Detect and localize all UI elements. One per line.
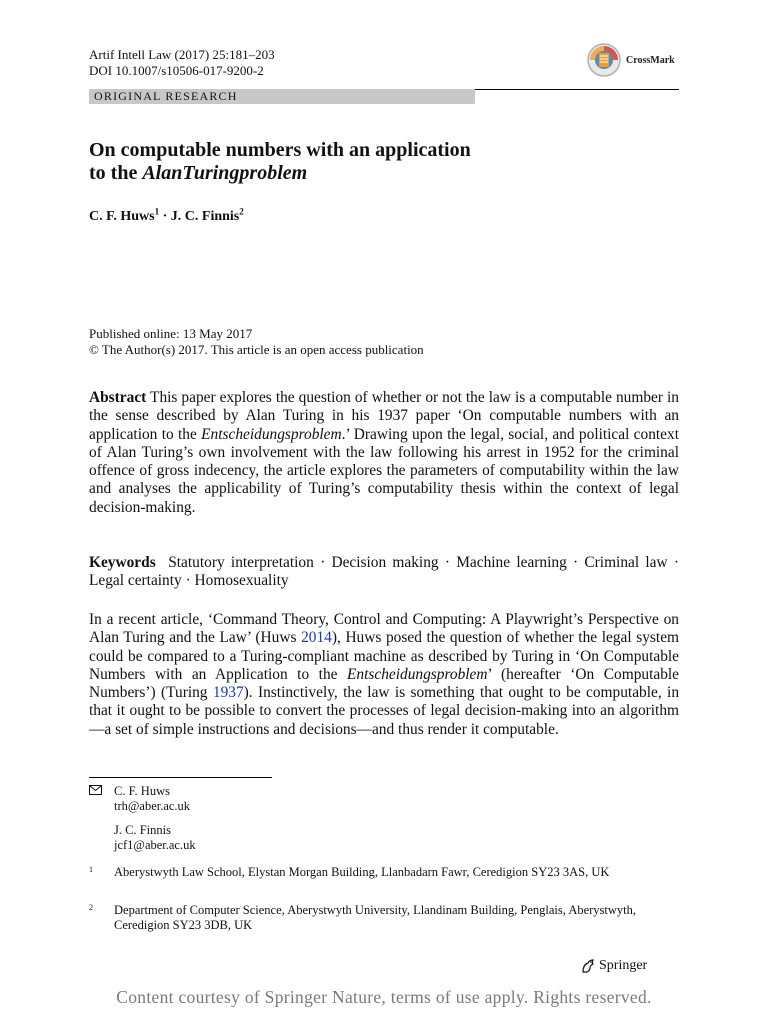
affiliation-2-number: 2 [89, 903, 93, 912]
keywords-text: Statutory interpretation · Decision making · Machine learning · Criminal law · Legal certainty · Homosexuality [89, 554, 683, 590]
citation-link-turing-1937[interactable]: 1937 [212, 684, 244, 702]
doi[interactable]: DOI 10.1007/s10506-017-9200-2 [89, 63, 264, 78]
springer-logo [580, 958, 647, 974]
citation-link-huws-2014[interactable]: 2014 [301, 629, 332, 647]
title-line-1: On computable numbers with an application [89, 139, 471, 161]
keywords-heading: Keywords [89, 554, 156, 571]
crossmark-icon [586, 42, 622, 78]
author-1[interactable]: C. F. Huws [89, 209, 155, 224]
body-text-a: In a recent article, ‘Command Theory, Control and Computing: A Playwright’s Perspective on Alan Turing and the Law’ (Huws [89, 611, 679, 647]
footnote-rule [89, 777, 272, 778]
copyright-notice: © The Author(s) 2017. This article is an open access publication [89, 342, 424, 357]
author-separator: · [159, 209, 171, 224]
springer-horse-icon [580, 958, 596, 974]
body-text-c: ’ (hereafter ‘On Computable Numbers’) (Turing [89, 665, 679, 702]
abstract-italic: Entscheidungsproblem [201, 425, 342, 443]
envelope-icon [89, 784, 103, 799]
title-line-2-prefix: to the [89, 162, 143, 184]
crossmark-badge[interactable] [586, 42, 675, 78]
title-line-2 [89, 162, 471, 185]
contact-1-email[interactable]: trh@aber.ac.uk [114, 799, 191, 813]
contact-2-name: J. C. Finnis [114, 823, 171, 837]
published-date: Published online: 13 May 2017 [89, 326, 253, 341]
author-2[interactable]: J. C. Finnis [170, 209, 240, 224]
contact-1-name: C. F. Huws [114, 784, 170, 798]
affiliation-2-text: Department of Computer Science, Aberystwyth University, Llandinam Building, Penglais, Aberystwyth, Ceredigion SY23 3DB, UK [114, 903, 637, 932]
affiliation-2 [89, 903, 664, 933]
springer-label: Springer [599, 958, 648, 973]
body-text-d: ). Instinctively, the law is something that ought to be computable, in that it ought to be possible to convert the processes of legal decision-making into an algorithm—a set of simple instructions and decisions—and thus render it computable. [89, 684, 680, 738]
keywords [89, 554, 683, 591]
body-italic: Entscheidungsproblem [347, 665, 488, 683]
contact-info [89, 784, 196, 853]
journal-meta [89, 47, 275, 79]
author-1-affiliation: 1 [154, 206, 160, 217]
abstract-text-a: This paper explores the question of whether or not the law is a computable number in the sense described by Alan Turing in his 1937 paper ‘On computable numbers with an application to the [89, 389, 679, 443]
section-label: ORIGINAL RESEARCH [94, 89, 238, 103]
body-paragraph [89, 611, 679, 739]
publication-info [89, 326, 424, 358]
body-text-b: ), Huws posed the question of whether the legal system could be compared to a Turing-compliant machine as described by Turing in ‘On Computable Numbers with an Application to the [89, 629, 680, 683]
contact-2-email[interactable]: jcf1@aber.ac.uk [114, 838, 196, 852]
contact-1 [89, 784, 196, 799]
affiliation-1-text: Aberystwyth Law School, Elystan Morgan Building, Llanbadarn Fawr, Ceredigion SY23 3AS, UK [114, 865, 610, 879]
abstract-heading: Abstract [89, 389, 147, 406]
title-line-2-italic: AlanTuringproblem [142, 162, 308, 184]
author-list [89, 206, 244, 225]
affiliation-1 [89, 865, 664, 880]
crossmark-label: CrossMark [626, 54, 675, 66]
article-title [89, 139, 471, 185]
abstract [89, 389, 679, 517]
journal-citation: Artif Intell Law (2017) 25:181–203 [89, 47, 275, 62]
abstract-text-b: .’ Drawing upon the legal, social, and political context of Alan Turing’s own involvement with the law following his arrest in 1952 for the criminal offence of gross indecency, the article explores the parameters of computability within the law and analyses the applicability of Turing’s computability thesis within the context of legal decision-making. [89, 425, 679, 516]
affiliation-1-number: 1 [89, 865, 93, 874]
courtesy-notice: Content courtesy of Springer Nature, terms of use apply. Rights reserved. [116, 987, 652, 1007]
author-2-affiliation: 2 [239, 206, 244, 217]
